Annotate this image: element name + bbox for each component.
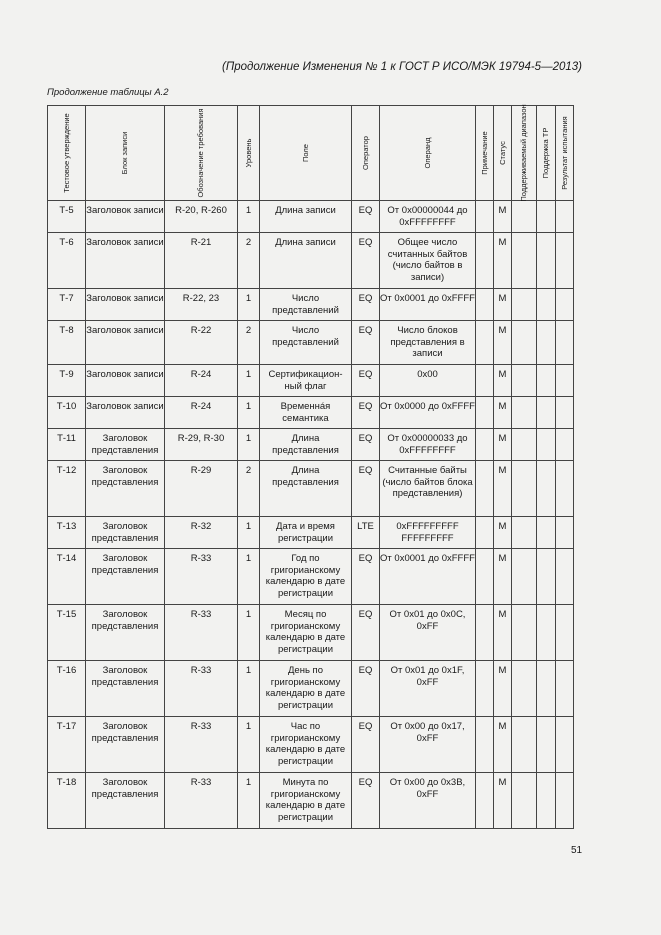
cell-operand: Считанные байты (число байтов блока представления) bbox=[380, 461, 476, 517]
cell-operand: От 0x00000033 до 0xFFFFFFFF bbox=[380, 429, 476, 461]
header-note: (Продолжение Изменения № 1 к ГОСТ Р ИСО/МЭК 19794-5—2013) bbox=[222, 61, 582, 73]
cell-level: 1 bbox=[238, 605, 260, 661]
col-header-label: Уровень bbox=[243, 138, 253, 168]
cell-tp-support bbox=[537, 365, 556, 397]
cell-test-result bbox=[556, 717, 574, 773]
cell-level: 2 bbox=[238, 233, 260, 289]
cell-level: 2 bbox=[238, 321, 260, 365]
cell-operand: 0x00 bbox=[380, 365, 476, 397]
cell-test-result bbox=[556, 289, 574, 321]
cell-supported-range bbox=[512, 773, 537, 829]
cell-tp-support bbox=[537, 549, 556, 605]
col-header-label: Обозначение требования bbox=[195, 108, 205, 198]
cell-status: M bbox=[494, 233, 512, 289]
col-header-label: Тестовое утверждение bbox=[61, 113, 71, 193]
cell-tp-support bbox=[537, 605, 556, 661]
cell-requirement-id: R-33 bbox=[165, 549, 238, 605]
cell-operand: От 0x00 до 0x17, 0xFF bbox=[380, 717, 476, 773]
cell-status: M bbox=[494, 201, 512, 233]
table-row bbox=[48, 429, 574, 461]
cell-operator: EQ bbox=[352, 201, 380, 233]
cell-supported-range bbox=[512, 289, 537, 321]
table-body bbox=[48, 201, 574, 829]
cell-operand: От 0x01 до 0x1F, 0xFF bbox=[380, 661, 476, 717]
cell-status: M bbox=[494, 517, 512, 549]
cell-field: Длина представления bbox=[260, 429, 352, 461]
table-header-row bbox=[48, 106, 574, 201]
col-header-note bbox=[476, 106, 494, 201]
cell-tp-support bbox=[537, 201, 556, 233]
cell-field: Год по григорианскому календарю в дате регистрации bbox=[260, 549, 352, 605]
cell-record-block: Заголовок записи bbox=[86, 201, 165, 233]
cell-operand: От 0x0000 до 0xFFFF bbox=[380, 397, 476, 429]
cell-requirement-id: R-33 bbox=[165, 717, 238, 773]
cell-record-block: Заголовок записи bbox=[86, 289, 165, 321]
cell-note bbox=[476, 233, 494, 289]
cell-requirement-id: R-29 bbox=[165, 461, 238, 517]
cell-operand: От 0x01 до 0x0C, 0xFF bbox=[380, 605, 476, 661]
cell-supported-range bbox=[512, 517, 537, 549]
cell-test-id: Т-17 bbox=[48, 717, 86, 773]
cell-operand: От 0x0001 до 0xFFFF bbox=[380, 549, 476, 605]
cell-test-result bbox=[556, 233, 574, 289]
cell-level: 1 bbox=[238, 365, 260, 397]
cell-field: Длина записи bbox=[260, 233, 352, 289]
cell-test-result bbox=[556, 773, 574, 829]
cell-record-block: Заголовок представления bbox=[86, 517, 165, 549]
table-row bbox=[48, 289, 574, 321]
cell-test-result bbox=[556, 201, 574, 233]
cell-level: 1 bbox=[238, 549, 260, 605]
cell-record-block: Заголовок записи bbox=[86, 365, 165, 397]
cell-note bbox=[476, 773, 494, 829]
cell-requirement-id: R-22 bbox=[165, 321, 238, 365]
cell-supported-range bbox=[512, 201, 537, 233]
cell-level: 2 bbox=[238, 461, 260, 517]
cell-record-block: Заголовок записи bbox=[86, 397, 165, 429]
table-row bbox=[48, 365, 574, 397]
cell-test-id: Т-7 bbox=[48, 289, 86, 321]
cell-test-id: Т-16 bbox=[48, 661, 86, 717]
cell-record-block: Заголовок записи bbox=[86, 321, 165, 365]
col-header-operand bbox=[380, 106, 476, 201]
cell-status: M bbox=[494, 289, 512, 321]
cell-level: 1 bbox=[238, 661, 260, 717]
cell-note bbox=[476, 661, 494, 717]
cell-note bbox=[476, 321, 494, 365]
col-header-label: Поддержка ТР bbox=[540, 127, 550, 179]
cell-test-result bbox=[556, 661, 574, 717]
table-row bbox=[48, 321, 574, 365]
cell-test-result bbox=[556, 605, 574, 661]
cell-field: Минута по григорианскому календарю в дате регистрации bbox=[260, 773, 352, 829]
col-header-supported-range bbox=[512, 106, 537, 201]
table-row bbox=[48, 233, 574, 289]
cell-field: Длина представления bbox=[260, 461, 352, 517]
cell-note bbox=[476, 201, 494, 233]
cell-requirement-id: R-33 bbox=[165, 661, 238, 717]
cell-operator: EQ bbox=[352, 365, 380, 397]
cell-level: 1 bbox=[238, 717, 260, 773]
cell-status: M bbox=[494, 549, 512, 605]
cell-field: Длина записи bbox=[260, 201, 352, 233]
cell-record-block: Заголовок записи bbox=[86, 233, 165, 289]
cell-tp-support bbox=[537, 461, 556, 517]
cell-record-block: Заголовок представления bbox=[86, 605, 165, 661]
cell-status: M bbox=[494, 365, 512, 397]
cell-test-result bbox=[556, 517, 574, 549]
cell-note bbox=[476, 289, 494, 321]
col-header-test-assertion bbox=[48, 106, 86, 201]
cell-supported-range bbox=[512, 661, 537, 717]
page-number: 51 bbox=[571, 845, 583, 856]
cell-test-id: Т-15 bbox=[48, 605, 86, 661]
cell-requirement-id: R-21 bbox=[165, 233, 238, 289]
cell-tp-support bbox=[537, 289, 556, 321]
cell-operator: EQ bbox=[352, 461, 380, 517]
col-header-requirement-id bbox=[165, 106, 238, 201]
col-header-label: Примечание bbox=[479, 131, 489, 175]
cell-status: M bbox=[494, 461, 512, 517]
table-row bbox=[48, 605, 574, 661]
cell-field: Месяц по григорианскому календарю в дате регистрации bbox=[260, 605, 352, 661]
cell-supported-range bbox=[512, 365, 537, 397]
cell-test-result bbox=[556, 549, 574, 605]
cell-supported-range bbox=[512, 717, 537, 773]
cell-status: M bbox=[494, 773, 512, 829]
cell-operator: EQ bbox=[352, 549, 380, 605]
cell-note bbox=[476, 549, 494, 605]
cell-record-block: Заголовок представления bbox=[86, 717, 165, 773]
cell-tp-support bbox=[537, 397, 556, 429]
col-header-level bbox=[238, 106, 260, 201]
col-header-label: Блок записи bbox=[119, 131, 129, 175]
cell-record-block: Заголовок представления bbox=[86, 549, 165, 605]
cell-test-id: Т-6 bbox=[48, 233, 86, 289]
cell-supported-range bbox=[512, 397, 537, 429]
cell-field: День по григорианскому календарю в дате регистрации bbox=[260, 661, 352, 717]
cell-field: Дата и время регистрации bbox=[260, 517, 352, 549]
cell-test-id: Т-10 bbox=[48, 397, 86, 429]
cell-record-block: Заголовок представления bbox=[86, 773, 165, 829]
cell-requirement-id: R-32 bbox=[165, 517, 238, 549]
cell-supported-range bbox=[512, 605, 537, 661]
cell-note bbox=[476, 461, 494, 517]
col-header-label: Результат испытания bbox=[559, 116, 569, 190]
cell-note bbox=[476, 605, 494, 661]
table-row bbox=[48, 201, 574, 233]
cell-status: M bbox=[494, 397, 512, 429]
cell-requirement-id: R-33 bbox=[165, 773, 238, 829]
cell-supported-range bbox=[512, 233, 537, 289]
cell-note bbox=[476, 429, 494, 461]
cell-test-id: Т-12 bbox=[48, 461, 86, 517]
table-row bbox=[48, 773, 574, 829]
cell-operator: EQ bbox=[352, 773, 380, 829]
table-row bbox=[48, 717, 574, 773]
cell-requirement-id: R-24 bbox=[165, 365, 238, 397]
cell-operand: От 0x0001 до 0xFFFF bbox=[380, 289, 476, 321]
cell-requirement-id: R-22, 23 bbox=[165, 289, 238, 321]
table-row bbox=[48, 661, 574, 717]
cell-operator: EQ bbox=[352, 233, 380, 289]
cell-operator: EQ bbox=[352, 605, 380, 661]
cell-supported-range bbox=[512, 429, 537, 461]
cell-operand: Общее число считанных байтов (число байтов в записи) bbox=[380, 233, 476, 289]
cell-operator: EQ bbox=[352, 321, 380, 365]
cell-status: M bbox=[494, 605, 512, 661]
col-header-status bbox=[494, 106, 512, 201]
cell-supported-range bbox=[512, 549, 537, 605]
cell-tp-support bbox=[537, 717, 556, 773]
col-header-label: Операнд bbox=[422, 137, 432, 169]
col-header-tp-support bbox=[537, 106, 556, 201]
cell-status: M bbox=[494, 717, 512, 773]
cell-test-result bbox=[556, 461, 574, 517]
col-header-label: Статус bbox=[497, 141, 507, 165]
col-header-record-block bbox=[86, 106, 165, 201]
cell-level: 1 bbox=[238, 517, 260, 549]
cell-test-result bbox=[556, 321, 574, 365]
cell-note bbox=[476, 365, 494, 397]
cell-requirement-id: R-24 bbox=[165, 397, 238, 429]
table-caption: Продолжение таблицы А.2 bbox=[47, 87, 169, 98]
cell-test-id: Т-11 bbox=[48, 429, 86, 461]
cell-test-result bbox=[556, 429, 574, 461]
cell-status: M bbox=[494, 321, 512, 365]
cell-test-id: Т-14 bbox=[48, 549, 86, 605]
cell-note bbox=[476, 517, 494, 549]
table-row bbox=[48, 549, 574, 605]
cell-test-id: Т-5 bbox=[48, 201, 86, 233]
cell-operand: От 0x00 до 0x3B, 0xFF bbox=[380, 773, 476, 829]
cell-operand: Число блоков представления в записи bbox=[380, 321, 476, 365]
cell-requirement-id: R-20, R-260 bbox=[165, 201, 238, 233]
cell-status: M bbox=[494, 661, 512, 717]
cell-operator: EQ bbox=[352, 717, 380, 773]
col-header-field bbox=[260, 106, 352, 201]
cell-level: 1 bbox=[238, 201, 260, 233]
cell-supported-range bbox=[512, 461, 537, 517]
cell-test-result bbox=[556, 397, 574, 429]
cell-operator: EQ bbox=[352, 397, 380, 429]
cell-level: 1 bbox=[238, 429, 260, 461]
cell-operand: 0xFFFFFFFFF FFFFFFFFF bbox=[380, 517, 476, 549]
cell-test-result bbox=[556, 365, 574, 397]
cell-record-block: Заголовок представления bbox=[86, 429, 165, 461]
cell-requirement-id: R-33 bbox=[165, 605, 238, 661]
cell-supported-range bbox=[512, 321, 537, 365]
cell-operator: EQ bbox=[352, 661, 380, 717]
cell-tp-support bbox=[537, 233, 556, 289]
table-row bbox=[48, 461, 574, 517]
cell-tp-support bbox=[537, 517, 556, 549]
cell-tp-support bbox=[537, 321, 556, 365]
cell-requirement-id: R-29, R-30 bbox=[165, 429, 238, 461]
cell-status: M bbox=[494, 429, 512, 461]
col-header-label: Оператор bbox=[360, 136, 370, 170]
cell-operand: От 0x00000044 до 0xFFFFFFFF bbox=[380, 201, 476, 233]
cell-level: 1 bbox=[238, 397, 260, 429]
table-row bbox=[48, 397, 574, 429]
col-header-label: Поле bbox=[300, 144, 310, 162]
cell-tp-support bbox=[537, 773, 556, 829]
col-header-test-result bbox=[556, 106, 574, 201]
requirements-table bbox=[47, 105, 574, 829]
cell-test-id: Т-18 bbox=[48, 773, 86, 829]
cell-tp-support bbox=[537, 661, 556, 717]
cell-level: 1 bbox=[238, 773, 260, 829]
cell-field: Число представлений bbox=[260, 289, 352, 321]
cell-record-block: Заголовок представления bbox=[86, 661, 165, 717]
cell-operator: LTE bbox=[352, 517, 380, 549]
col-header-operator bbox=[352, 106, 380, 201]
cell-level: 1 bbox=[238, 289, 260, 321]
cell-note bbox=[476, 717, 494, 773]
cell-field: Временнáя семантика bbox=[260, 397, 352, 429]
cell-field: Число представлений bbox=[260, 321, 352, 365]
cell-record-block: Заголовок представления bbox=[86, 461, 165, 517]
cell-operator: EQ bbox=[352, 429, 380, 461]
cell-field: Сертификацион-ный флаг bbox=[260, 365, 352, 397]
cell-operator: EQ bbox=[352, 289, 380, 321]
cell-note bbox=[476, 397, 494, 429]
col-header-label: Поддерживаемый диапазон bbox=[518, 104, 528, 202]
cell-field: Час по григорианскому календарю в дате регистрации bbox=[260, 717, 352, 773]
cell-test-id: Т-9 bbox=[48, 365, 86, 397]
cell-tp-support bbox=[537, 429, 556, 461]
cell-test-id: Т-8 bbox=[48, 321, 86, 365]
table-row bbox=[48, 517, 574, 549]
cell-test-id: Т-13 bbox=[48, 517, 86, 549]
